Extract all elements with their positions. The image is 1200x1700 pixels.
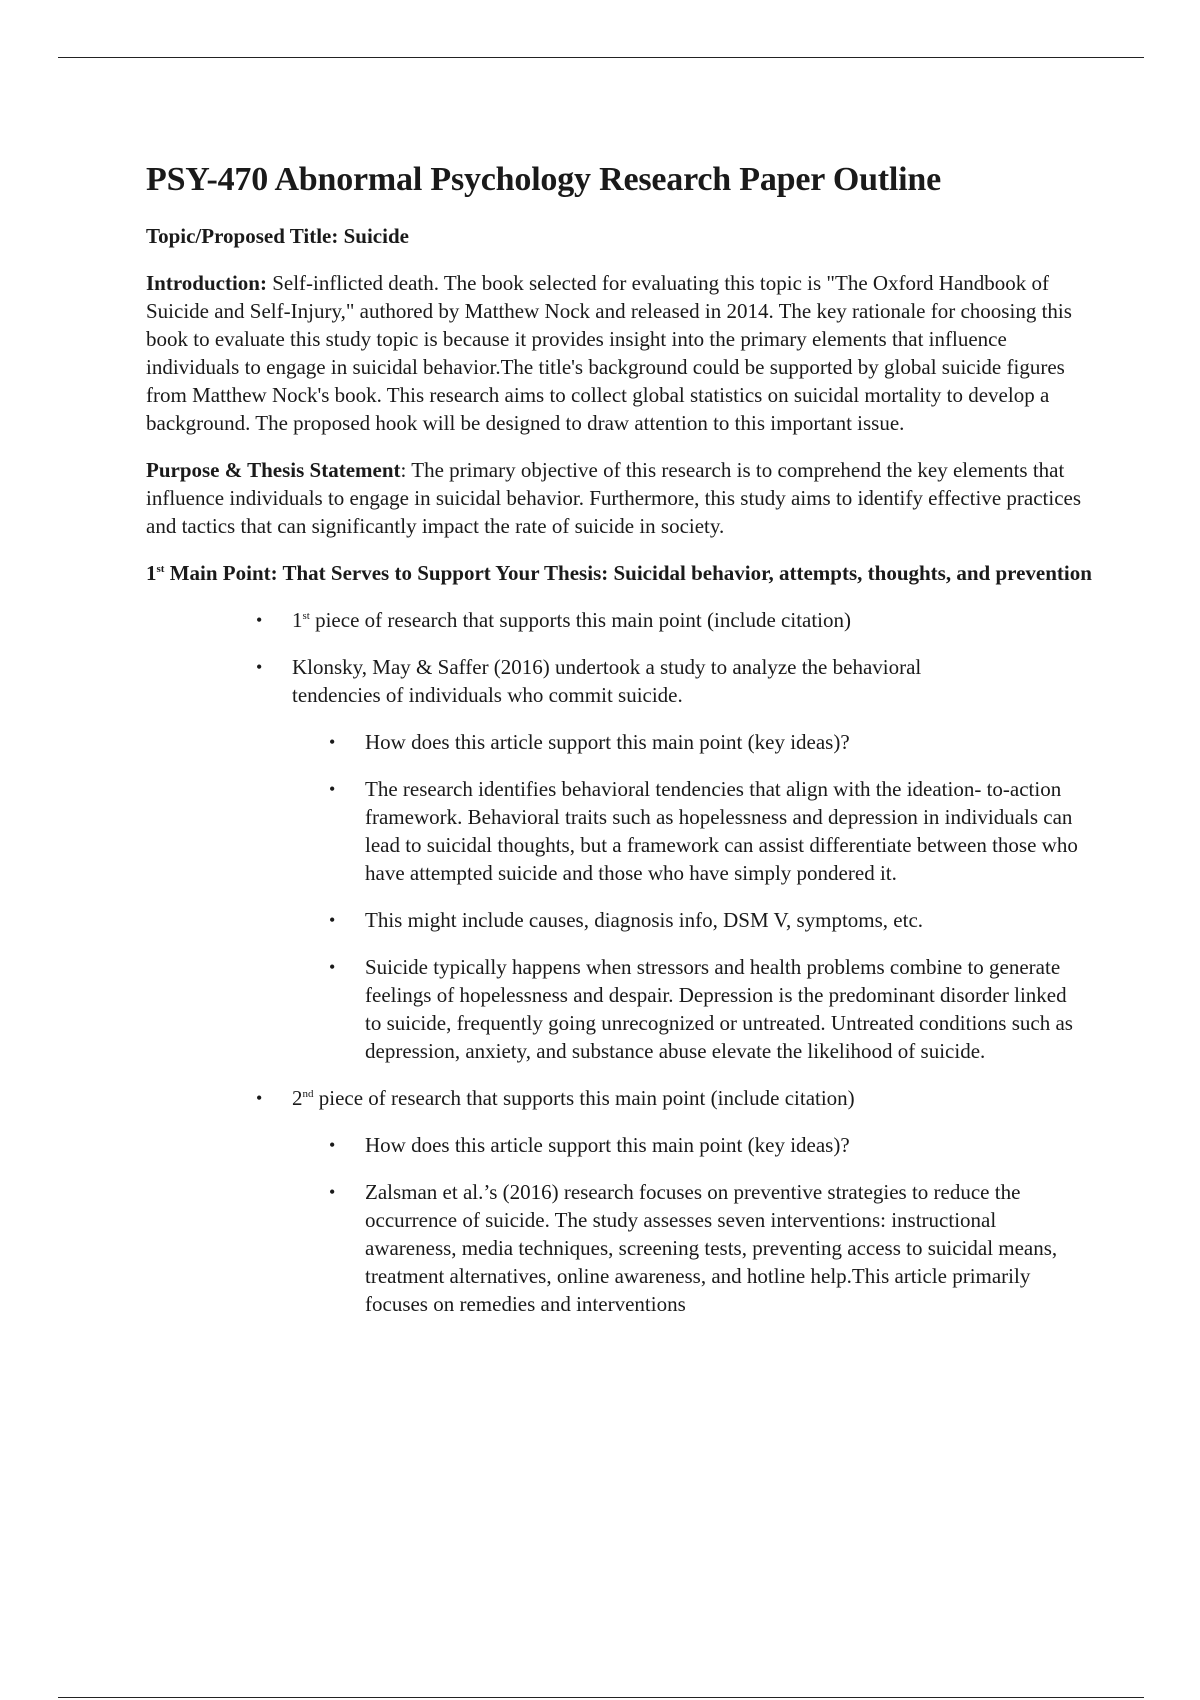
main-point-text: Main Point: That Serves to Support Your Thesis: Suicidal behavior, attempts, thoughts, and prevention <box>164 561 1092 585</box>
list-item <box>329 775 1085 887</box>
list-item <box>329 906 1085 934</box>
research1-sub-1: The research identifies behavioral tendencies that align with the ideation- to-action framework. Behavioral traits such as hopelessness and depression in individuals can lead to suicidal thoughts, but a framework can assist differentiate between those who have attempted suicide and those who have simply pondered it. <box>365 777 1078 885</box>
list-item <box>256 653 1078 1065</box>
main-point-ordinal: st <box>156 563 165 575</box>
purpose-label: Purpose & Thesis Statement <box>146 458 401 482</box>
research1-sub-2: This might include causes, diagnosis info, DSM V, symptoms, etc. <box>365 908 924 932</box>
list-item <box>256 606 922 634</box>
research2-heading: piece of research that supports this main point (include citation) <box>313 1086 855 1110</box>
research1-sub-3: Suicide typically happens when stressors and health problems combine to generate feelings of hopelessness and despair. Depression is the predominant disorder linked to suicide, frequently going unrecognized or untreated. Untreated conditions such as depression, anxiety, and substance abuse elevate the likelihood of suicide. <box>365 955 1073 1063</box>
research1-heading: piece of research that supports this main point (include citation) <box>309 608 852 632</box>
introduction-text: Self-inflicted death. The book selected for evaluating this topic is "The Oxford Handbook of Suicide and Self-Injury," authored by Matthew Nock and released in 2014. The key rationale for choosing this book to evaluate this study topic is because it provides insight into the primary elements that influence individuals to engage in suicidal behavior.The title's background could be supported by global suicide figures from Matthew Nock's book. This research aims to collect global statistics on suicidal mortality to develop a background. The proposed hook will be designed to draw attention to this important issue. <box>146 271 1072 435</box>
research1-sub-0: How does this article support this main point (key ideas)? <box>365 730 850 754</box>
header-rule <box>58 57 1144 58</box>
research2-number: 2 <box>292 1086 303 1110</box>
bullet-icon: • <box>329 732 336 752</box>
bullet-icon: • <box>329 910 336 930</box>
bullet-icon: • <box>329 779 336 799</box>
bullet-icon: • <box>329 1135 336 1155</box>
list-item <box>329 1178 1085 1318</box>
bullet-icon: • <box>256 1088 263 1108</box>
topic-title: Topic/Proposed Title: Suicide <box>146 224 409 248</box>
purpose-text: : The primary objective of this research is to comprehend the key elements that influence individuals to engage in suicidal behavior. Furthermore, this study aims to identify effective practices and tactics that can significantly impact the rate of suicide in society. <box>146 458 1082 538</box>
list-item <box>256 1084 1058 1318</box>
purpose-paragraph <box>146 456 1096 540</box>
page-title: PSY-470 Abnormal Psychology Research Paper Outline <box>146 161 941 198</box>
document-body <box>146 150 1096 1337</box>
introduction-label: Introduction: <box>146 271 267 295</box>
research2-sub-1: Zalsman et al.’s (2016) research focuses on preventive strategies to reduce the occurrence of suicide. The study assesses seven interventions: instructional awareness, media techniques, screening tests, preventing access to suicidal means, treatment alternatives, online awareness, and hotline help.This article primarily focuses on remedies and interventions <box>365 1180 1058 1316</box>
bullet-icon: • <box>329 1182 336 1202</box>
introduction-paragraph <box>146 269 1096 437</box>
list-item <box>329 728 1085 756</box>
list-item <box>329 1131 1085 1159</box>
list-item <box>329 953 1085 1065</box>
research1-summary: Klonsky, May & Saffer (2016) undertook a study to analyze the behavioral tendencies of individuals who commit suicide. <box>292 655 922 707</box>
research1-number: 1 <box>292 608 303 632</box>
research2-sub-0: How does this article support this main point (key ideas)? <box>365 1133 850 1157</box>
research1-sublist <box>329 728 1078 1065</box>
bullet-icon: • <box>256 610 263 630</box>
research-list <box>256 606 1096 1318</box>
footer-rule <box>58 1697 1144 1698</box>
main-point-heading <box>146 559 1096 587</box>
research2-ordinal: nd <box>302 1088 314 1100</box>
research2-sublist <box>329 1131 1058 1318</box>
bullet-icon: • <box>329 957 336 977</box>
research1-ordinal: st <box>302 610 310 622</box>
bullet-icon: • <box>256 657 263 677</box>
main-point-number: 1 <box>146 561 157 585</box>
